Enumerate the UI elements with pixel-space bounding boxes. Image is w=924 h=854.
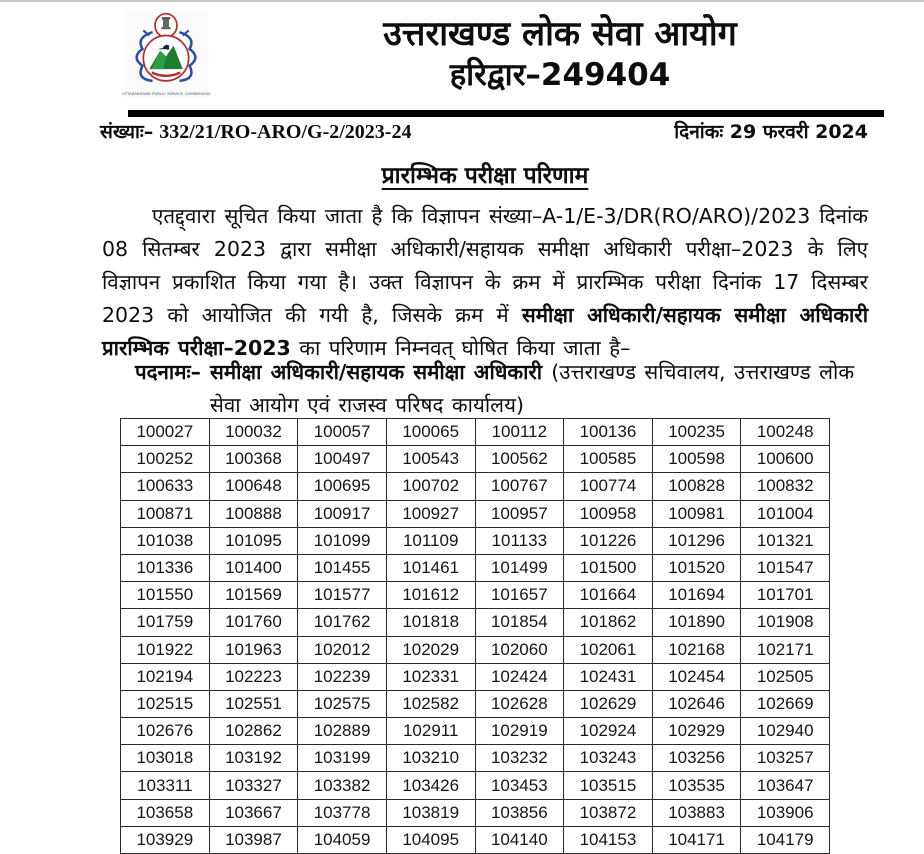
roll-number-cell: 101321	[741, 527, 830, 554]
reference-line	[100, 119, 868, 145]
roll-number-cell: 103658	[121, 799, 210, 826]
roll-number-cell: 103535	[652, 772, 741, 799]
roll-number-cell: 103426	[386, 772, 475, 799]
roll-number-cell: 100252	[121, 446, 210, 473]
roll-number-cell: 103311	[121, 772, 210, 799]
roll-number-cell: 102505	[741, 663, 830, 690]
roll-number-cell: 103018	[121, 745, 210, 772]
roll-number-cell: 101759	[121, 609, 210, 636]
roll-number-cell: 103667	[209, 799, 298, 826]
roll-number-cell: 100136	[564, 419, 653, 446]
table-row	[121, 772, 830, 799]
table-row	[121, 718, 830, 745]
header-divider	[128, 110, 884, 117]
roll-number-cell: 102575	[298, 690, 387, 717]
table-row	[121, 609, 830, 636]
paragraph-lead: एतद्द्वारा सूचित किया जाता है कि विज्ञापन संख्या–A-1/E-3/DR(RO/ARO)/2023 दिनांक 08 सितम्बर 2023 द्वारा समीक्षा अधिकारी/सहायक समीक्षा अधिकारी परीक्षा–2023 के लिए विज्ञापन प्रकाशित किया गया है। उक्त विज्ञापन के क्रम में प्रारम्भिक परीक्षा दिनांक 17 दिसम्बर 2023 को आयोजित की गयी है, जिसके क्रम में	[102, 204, 868, 327]
reference-number-value: 332/21/RO-ARO/G-2/2023-24	[159, 121, 412, 143]
roll-number-cell: 102940	[741, 718, 830, 745]
notice-date: दिनांकः 29 फरवरी 2024	[674, 121, 868, 143]
roll-number-cell: 102889	[298, 718, 387, 745]
roll-number-cell: 101038	[121, 527, 210, 554]
roll-number-cell: 102551	[209, 690, 298, 717]
roll-number-cell: 102628	[475, 690, 564, 717]
roll-number-table	[120, 418, 830, 854]
roll-number-cell: 101577	[298, 582, 387, 609]
roll-number-cell: 101499	[475, 554, 564, 581]
roll-number-cell: 101862	[564, 609, 653, 636]
roll-number-cell: 101854	[475, 609, 564, 636]
roll-number-cell: 102862	[209, 718, 298, 745]
roll-number-cell: 101908	[741, 609, 830, 636]
roll-number-cell: 103256	[652, 745, 741, 772]
roll-number-cell: 100112	[475, 419, 564, 446]
roll-number-cell: 103382	[298, 772, 387, 799]
table-row	[121, 690, 830, 717]
roll-number-cell: 102171	[741, 636, 830, 663]
roll-number-cell: 101963	[209, 636, 298, 663]
roll-number-cell: 102029	[386, 636, 475, 663]
roll-number-cell: 100598	[652, 446, 741, 473]
table-row	[121, 473, 830, 500]
roll-number-cell: 100368	[209, 446, 298, 473]
roll-number-cell: 101818	[386, 609, 475, 636]
roll-number-cell: 102194	[121, 663, 210, 690]
roll-number-cell: 101550	[121, 582, 210, 609]
roll-number-cell: 100543	[386, 446, 475, 473]
roll-number-cell: 103929	[121, 826, 210, 853]
table-row	[121, 826, 830, 853]
position-line	[102, 356, 868, 422]
roll-number-cell: 101612	[386, 582, 475, 609]
roll-number-cell: 100767	[475, 473, 564, 500]
notice-title: प्रारम्भिक परीक्षा परिणाम	[381, 163, 589, 189]
reference-number	[100, 119, 411, 145]
roll-number-cell: 100957	[475, 500, 564, 527]
logo-caption: UTTARAKHAND PUBLIC SERVICE COMMISSION	[121, 91, 211, 97]
roll-number-cell: 100057	[298, 419, 387, 446]
roll-number-cell: 102924	[564, 718, 653, 745]
roll-number-cell: 101500	[564, 554, 653, 581]
page-top-edge	[0, 0, 924, 2]
roll-number-cell: 103515	[564, 772, 653, 799]
roll-number-cell: 100235	[652, 419, 741, 446]
roll-number-cell: 101099	[298, 527, 387, 554]
roll-number-cell: 103192	[209, 745, 298, 772]
roll-number-cell: 101890	[652, 609, 741, 636]
roll-number-cell: 100981	[652, 500, 741, 527]
roll-number-cell: 101095	[209, 527, 298, 554]
table-row	[121, 799, 830, 826]
table-row	[121, 527, 830, 554]
roll-number-cell: 101133	[475, 527, 564, 554]
roll-number-cell: 101547	[741, 554, 830, 581]
roll-number-cell: 100774	[564, 473, 653, 500]
roll-number-cell: 102669	[741, 690, 830, 717]
roll-number-cell: 100585	[564, 446, 653, 473]
roll-number-cell: 101694	[652, 582, 741, 609]
roll-number-cell: 100695	[298, 473, 387, 500]
roll-number-cell: 102239	[298, 663, 387, 690]
organization-address: हरिद्वार–249404	[449, 57, 671, 93]
position-offices: (उत्तराखण्ड सचिवालय, उत्तराखण्ड लोक सेवा आयोग एवं राजस्व परिषद कार्यालय)	[210, 360, 855, 417]
roll-number-cell: 104171	[652, 826, 741, 853]
roll-number-cell: 100065	[386, 419, 475, 446]
roll-number-cell: 102911	[386, 718, 475, 745]
roll-number-cell: 100248	[741, 419, 830, 446]
roll-number-cell: 102629	[564, 690, 653, 717]
roll-number-cell: 103987	[209, 826, 298, 853]
roll-number-cell: 103327	[209, 772, 298, 799]
roll-number-cell: 102515	[121, 690, 210, 717]
roll-number-cell: 101762	[298, 609, 387, 636]
roll-number-cell: 100600	[741, 446, 830, 473]
roll-number-cell: 101296	[652, 527, 741, 554]
table-row	[121, 636, 830, 663]
table-row	[121, 500, 830, 527]
roll-number-cell: 102582	[386, 690, 475, 717]
roll-number-cell: 101109	[386, 527, 475, 554]
roll-number-cell: 102223	[209, 663, 298, 690]
roll-number-cell: 102919	[475, 718, 564, 745]
roll-number-cell: 103199	[298, 745, 387, 772]
roll-number-cell: 101701	[741, 582, 830, 609]
roll-number-cell: 103819	[386, 799, 475, 826]
roll-number-cell: 103778	[298, 799, 387, 826]
roll-number-cell: 101455	[298, 554, 387, 581]
roll-number-cell: 102676	[121, 718, 210, 745]
roll-number-cell: 103872	[564, 799, 653, 826]
upsc-uttarakhand-logo	[121, 10, 211, 98]
roll-number-cell: 102168	[652, 636, 741, 663]
roll-number-cell: 100702	[386, 473, 475, 500]
roll-number-cell: 100648	[209, 473, 298, 500]
roll-number-cell: 100871	[121, 500, 210, 527]
roll-number-cell: 102060	[475, 636, 564, 663]
roll-number-table-body	[121, 419, 830, 854]
roll-number-cell: 100032	[209, 419, 298, 446]
roll-number-cell: 101461	[386, 554, 475, 581]
reference-number-prefix: संख्याः–	[100, 121, 154, 143]
roll-number-cell: 103243	[564, 745, 653, 772]
roll-number-cell: 104095	[386, 826, 475, 853]
roll-number-cell: 101226	[564, 527, 653, 554]
roll-number-cell: 103453	[475, 772, 564, 799]
roll-number-cell: 101657	[475, 582, 564, 609]
roll-number-cell: 102424	[475, 663, 564, 690]
roll-number-cell: 102331	[386, 663, 475, 690]
roll-number-cell: 103856	[475, 799, 564, 826]
table-row	[121, 663, 830, 690]
roll-number-cell: 103883	[652, 799, 741, 826]
roll-number-cell: 100917	[298, 500, 387, 527]
roll-number-cell: 103257	[741, 745, 830, 772]
roll-number-cell: 100958	[564, 500, 653, 527]
table-row	[121, 745, 830, 772]
roll-number-cell: 101400	[209, 554, 298, 581]
roll-number-cell: 103210	[386, 745, 475, 772]
roll-number-cell: 100927	[386, 500, 475, 527]
notice-paragraph	[102, 200, 868, 365]
roll-number-cell: 104179	[741, 826, 830, 853]
commission-emblem-icon	[121, 10, 211, 98]
roll-number-cell: 100828	[652, 473, 741, 500]
paragraph-tail: का परिणाम निम्नवत् घोषित किया जाता है–	[290, 336, 631, 360]
position-name: पदनामः– समीक्षा अधिकारी/सहायक समीक्षा अधिकारी	[135, 360, 552, 384]
roll-number-cell: 102454	[652, 663, 741, 690]
table-row	[121, 446, 830, 473]
roll-number-cell: 102012	[298, 636, 387, 663]
roll-number-cell: 103906	[741, 799, 830, 826]
roll-number-cell: 103232	[475, 745, 564, 772]
table-row	[121, 582, 830, 609]
roll-number-cell: 100888	[209, 500, 298, 527]
roll-number-cell: 104153	[564, 826, 653, 853]
roll-number-cell: 100562	[475, 446, 564, 473]
roll-number-cell: 104059	[298, 826, 387, 853]
roll-number-cell: 101569	[209, 582, 298, 609]
roll-number-cell: 101520	[652, 554, 741, 581]
roll-number-cell: 100633	[121, 473, 210, 500]
roll-number-cell: 102431	[564, 663, 653, 690]
roll-number-cell: 102061	[564, 636, 653, 663]
roll-number-cell: 102646	[652, 690, 741, 717]
roll-number-cell: 100832	[741, 473, 830, 500]
roll-number-cell: 104140	[475, 826, 564, 853]
roll-number-cell: 103647	[741, 772, 830, 799]
letterhead	[252, 12, 868, 94]
organization-name: उत्तराखण्ड लोक सेवा आयोग	[383, 14, 737, 54]
table-row	[121, 554, 830, 581]
roll-number-cell: 101760	[209, 609, 298, 636]
roll-number-cell: 101922	[121, 636, 210, 663]
roll-number-cell: 100497	[298, 446, 387, 473]
table-row	[121, 419, 830, 446]
roll-number-cell: 101336	[121, 554, 210, 581]
roll-number-cell: 101664	[564, 582, 653, 609]
roll-number-cell: 100027	[121, 419, 210, 446]
paragraph-exam-name: समीक्षा अधिकारी/सहायक समीक्षा अधिकारी प्रारम्भिक परीक्षा–2023	[102, 303, 869, 360]
roll-number-cell: 102929	[652, 718, 741, 745]
roll-number-cell: 101004	[741, 500, 830, 527]
